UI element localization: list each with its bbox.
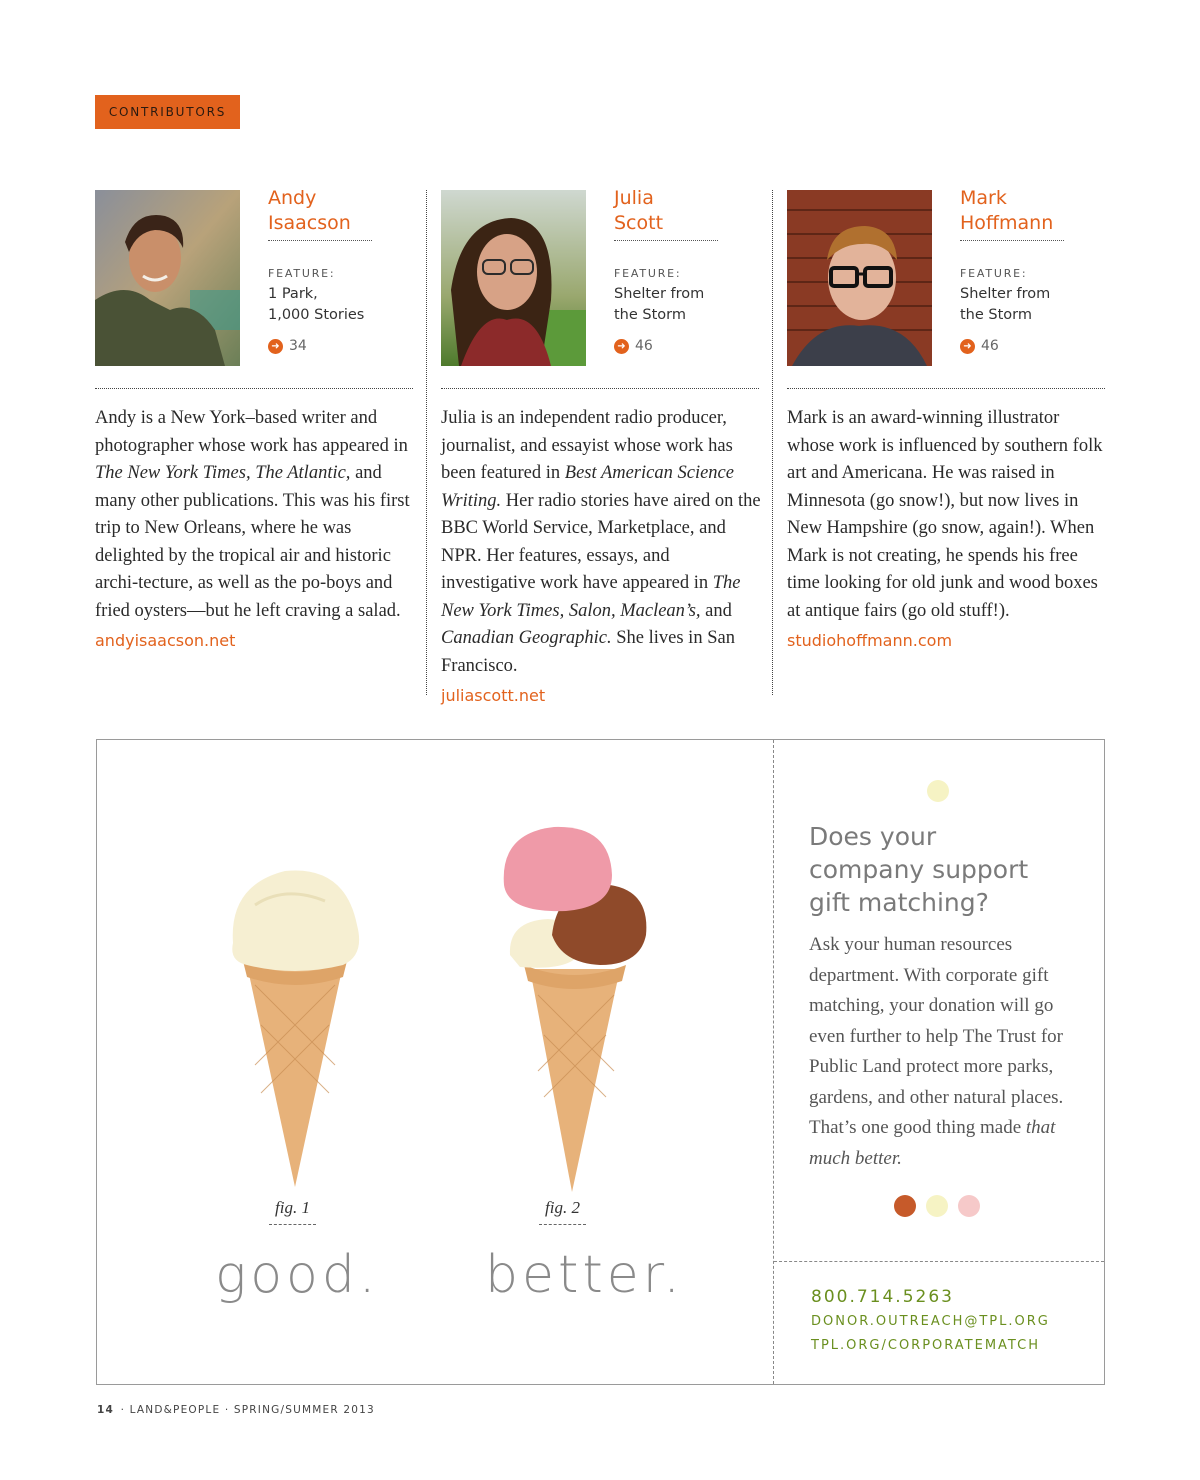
phone-number[interactable]: 800.714.5263 xyxy=(811,1287,954,1307)
ad-divider-vertical xyxy=(773,740,774,1384)
feature-title[interactable]: Shelter from the Storm xyxy=(614,286,705,323)
feature-label: FEATURE: xyxy=(268,267,336,280)
column-divider xyxy=(426,190,427,695)
fig-1-label: fig. 1 xyxy=(269,1198,316,1225)
arrow-right-icon: ➜ xyxy=(268,339,283,354)
decorative-dot-icon xyxy=(958,1195,980,1217)
ad-body: Ask your human resources department. With corporate gift matching, your donation will go even further to help The Trust for Public Land protect more parks, gardens, and other natural places. That’s one good thing made that much better. xyxy=(809,934,1064,1169)
contributor-bio: Mark is an award-winning illustrator whose work is influenced by southern folk art and Americana. He was raised in Minnesota (go snow!), but now lives in New Hampshire (go snow, again!). When Mark is not creating, he spends his free time looking for old junk and wood boxes at antique fairs (go old stuff!). studiohoffmann.com xyxy=(787,405,1107,655)
arrow-right-icon: ➜ xyxy=(960,339,975,354)
feature-title[interactable]: Shelter from the Storm xyxy=(960,286,1051,323)
portrait-image xyxy=(95,190,240,366)
gift-matching-ad xyxy=(96,739,1105,1385)
page-reference[interactable]: ➜ 46 xyxy=(614,338,653,354)
section-tag: CONTRIBUTORS xyxy=(95,95,240,129)
website-link[interactable]: juliascott.net xyxy=(441,686,546,705)
page-reference[interactable]: ➜ 46 xyxy=(960,338,999,354)
feature-label: FEATURE: xyxy=(960,267,1028,280)
portrait-image xyxy=(787,190,932,366)
page-number: 14 xyxy=(97,1404,115,1416)
divider xyxy=(787,388,1105,389)
fig-2-label: fig. 2 xyxy=(539,1198,586,1225)
email-link[interactable]: DONOR.OUTREACH@TPL.ORG xyxy=(811,1314,1050,1329)
contributor-photo xyxy=(787,190,932,366)
ad-divider-horizontal xyxy=(774,1261,1104,1262)
contributor-bio: Andy is a New York–based writer and photographer whose work has appeared in The New York Times, The Atlantic, and many other publications. This was his first trip to New Orleans, where he was delighted by the tropical air and historic archi-tecture, as well as the po-boys and fried oysters—but he left craving a salad. andyisaacson.net xyxy=(95,405,415,655)
decorative-dot-icon xyxy=(894,1195,916,1217)
feature-title[interactable]: 1 Park, 1,000 Stories xyxy=(268,286,365,323)
page-footer xyxy=(97,1404,375,1416)
contributor-bio: Julia is an independent radio producer, journalist, and essayist whose work has been featured in Best American Science Writing. Her radio stories have aired on the BBC World Service, Marketplace, and NPR. Her features, essays, and investigative work have appeared in The New York Times, Salon, Maclean’s, and Canadian Geographic. She lives in San Francisco. juliascott.net xyxy=(441,405,761,710)
url-link[interactable]: TPL.ORG/CORPORATEMATCH xyxy=(811,1338,1040,1353)
divider xyxy=(95,388,413,389)
contributor-photo xyxy=(441,190,586,366)
website-link[interactable]: andyisaacson.net xyxy=(95,631,236,650)
contributor-photo xyxy=(95,190,240,366)
word-better: better. xyxy=(485,1245,684,1305)
contributor-name: Andy Isaacson xyxy=(268,186,372,241)
footer-text: · LAND&PEOPLE · SPRING/SUMMER 2013 xyxy=(120,1404,375,1416)
decorative-dot-icon xyxy=(927,780,949,802)
feature-label: FEATURE: xyxy=(614,267,682,280)
column-divider xyxy=(772,190,773,695)
page-reference[interactable]: ➜ 34 xyxy=(268,338,307,354)
divider xyxy=(441,388,759,389)
contributor-name: Mark Hoffmann xyxy=(960,186,1064,241)
ad-heading: Does your company support gift matching? xyxy=(809,822,1029,917)
portrait-image xyxy=(441,190,586,366)
word-good: good. xyxy=(215,1245,380,1305)
ice-cream-cone-triple-icon xyxy=(500,825,652,1195)
website-link[interactable]: studiohoffmann.com xyxy=(787,631,953,650)
contributor-name: Julia Scott xyxy=(614,186,718,241)
decorative-dot-icon xyxy=(926,1195,948,1217)
arrow-right-icon: ➜ xyxy=(614,339,629,354)
ice-cream-cone-single-icon xyxy=(225,865,365,1190)
